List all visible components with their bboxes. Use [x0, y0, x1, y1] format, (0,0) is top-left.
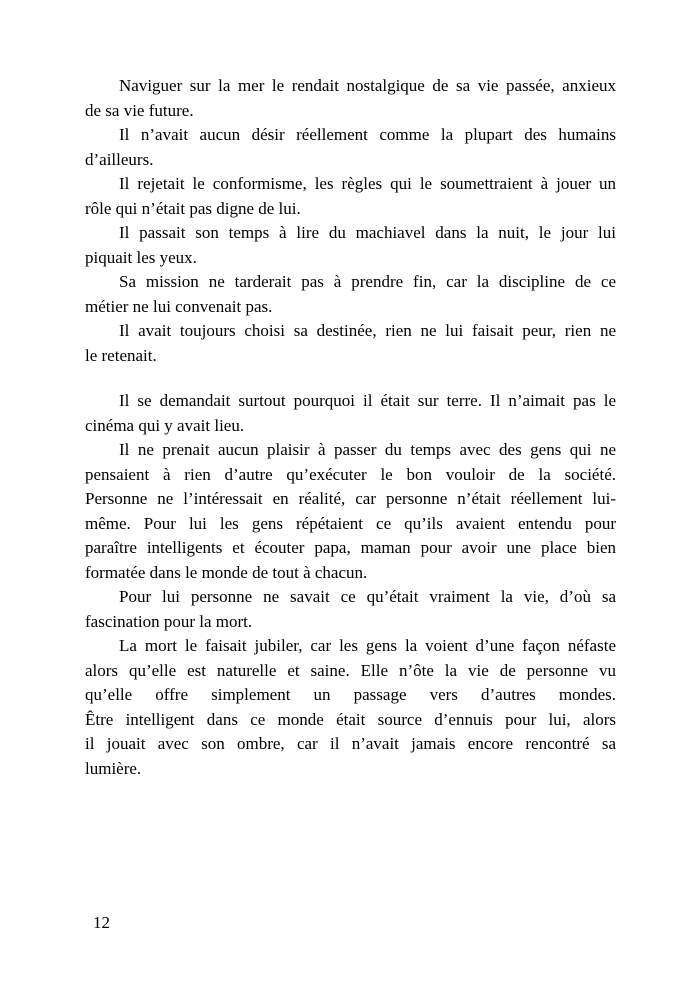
text-line: paraître intelligents et écouter papa, maman pour avoir une place bien	[85, 538, 616, 557]
paragraph	[85, 123, 616, 172]
paragraph	[85, 221, 616, 270]
text-line: Être intelligent dans ce monde était source d’ennuis pour lui, alors	[85, 709, 616, 729]
text-line: Pour lui personne ne savait ce qu’était vraiment la vie, d’où sa	[119, 587, 616, 606]
text-line: Il se demandait surtout pourquoi il était sur terre. Il n’aimait pas le	[119, 391, 616, 410]
text-line: qu’elle offre simplement un passage vers d’autres mondes.	[85, 685, 616, 704]
paragraph	[85, 319, 616, 368]
paragraph	[85, 172, 616, 221]
text-line: formatée dans le monde de tout à chacun.	[85, 562, 368, 582]
text-line: Il passait son temps à lire du machiavel dans la nuit, le jour lui	[119, 223, 616, 242]
paragraph	[85, 389, 616, 438]
text-line: Naviguer sur la mer le rendait nostalgique de sa vie passée, anxieux	[119, 76, 616, 95]
text-line: même. Pour lui les gens répétaient ce qu’ils avaient entendu pour	[85, 513, 616, 533]
text-line: le retenait.	[85, 345, 157, 365]
text-line: d’ailleurs.	[85, 149, 154, 169]
text-line: de sa vie future.	[85, 100, 194, 120]
paragraph	[85, 74, 616, 123]
text-line: pensaient à rien d’autre qu’exécuter le bon vouloir de la société.	[85, 464, 616, 484]
paragraph	[85, 438, 616, 585]
text-line: Il n’avait aucun désir réellement comme la plupart des humains	[119, 125, 616, 144]
page-body	[85, 74, 616, 781]
text-line: La mort le faisait jubiler, car les gens la voient d’une façon néfaste	[119, 636, 616, 655]
text-line: fascination pour la mort.	[85, 611, 253, 631]
text-line: Il rejetait le conformisme, les règles qui le soumettraient à jouer un	[119, 174, 616, 193]
paragraph	[85, 270, 616, 319]
text-line: cinéma qui y avait lieu.	[85, 415, 245, 435]
text-line: Personne ne l’intéressait en réalité, car personne n’était réellement lui-	[85, 489, 616, 508]
text-line: lumière.	[85, 758, 142, 778]
text-line: métier ne lui convenait pas.	[85, 296, 273, 316]
text-line: alors qu’elle est naturelle et saine. Elle n’ôte la vie de personne vu	[85, 660, 616, 680]
text-line: rôle qui n’était pas digne de lui.	[85, 198, 301, 218]
paragraph	[85, 585, 616, 634]
page-number: 12	[93, 913, 110, 932]
text-line: Il avait toujours choisi sa destinée, rien ne lui faisait peur, rien ne	[119, 321, 616, 340]
paragraph	[85, 634, 616, 781]
text-line: Sa mission ne tarderait pas à prendre fin, car la discipline de ce	[119, 272, 616, 291]
text-line: piquait les yeux.	[85, 247, 197, 267]
text-line: il jouait avec son ombre, car il n’avait jamais encore rencontré sa	[85, 734, 616, 753]
text-line: Il ne prenait aucun plaisir à passer du temps avec des gens qui ne	[119, 440, 616, 459]
